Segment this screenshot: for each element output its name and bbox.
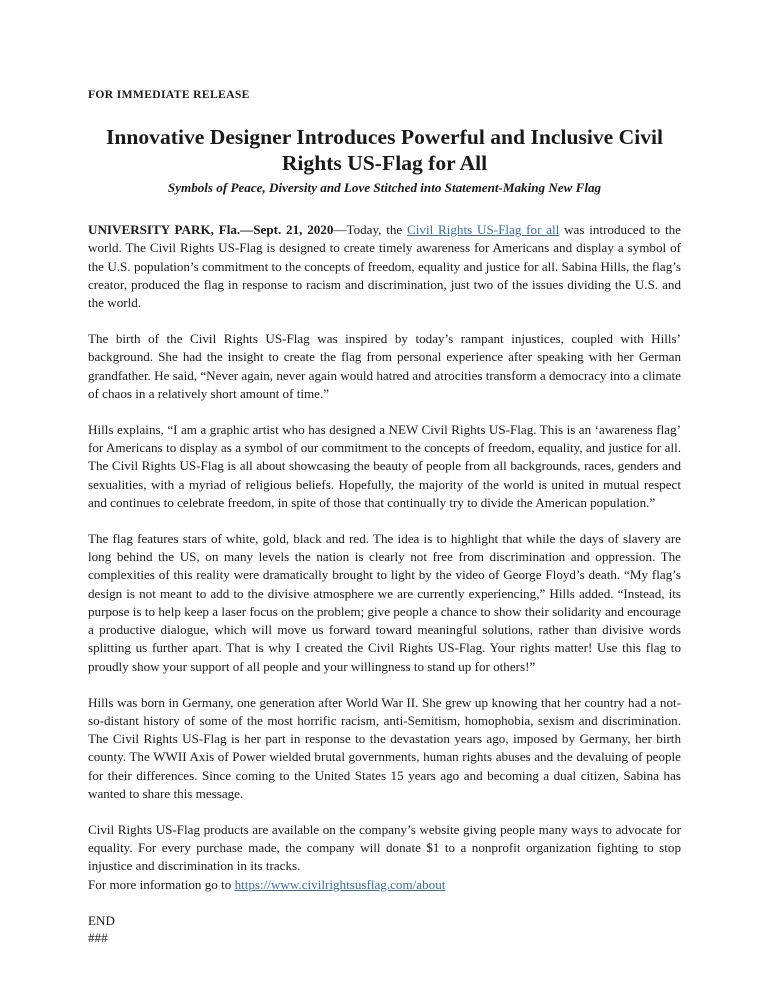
website-url-link[interactable]: https://www.civilrightsusflag.com/about: [234, 876, 446, 892]
paragraph-2: The birth of the Civil Rights US-Flag was inspired by today’s rampant injustices, coupled with Hills’ background. She had the insight to create the flag from personal experience after speaking with her German grandfather. He said, “Never again, never again would hatred and atrocities transform a democracy into a climate of chaos in a relatively short amount of time.”: [88, 330, 681, 401]
dateline: UNIVERSITY PARK, Fla.—Sept. 21, 2020: [88, 222, 334, 237]
page-title: Innovative Designer Introduces Powerful and Inclusive Civil Rights US-Flag for All: [105, 125, 664, 175]
for-immediate-release-label: FOR IMMEDIATE RELEASE: [88, 88, 250, 101]
subheadline: Symbols of Peace, Diversity and Love Stitched into Statement-Making New Flag: [167, 180, 602, 195]
hash-marker: ###: [88, 929, 108, 945]
end-matter: [88, 912, 681, 946]
more-information-line: [88, 876, 681, 894]
document-body: [88, 88, 681, 946]
paragraph-3: Hills explains, “I am a graphic artist who has designed a NEW Civil Rights US-Flag. This is an ‘awareness flag’ for Americans to display as a symbol of our commitment to the concepts of freedom, equality, and justice for all. The Civil Rights US-Flag is all about showcasing the beauty of people from all backgrounds, races, genders and sexualities, with a myriad of religious beliefs. Hopefully, the majority of the world is united in mutual respect and continues to celebrate freedom, in spite of those that continually try to divide the American population.”: [88, 421, 681, 510]
more-information-prefix: For more information go to: [88, 876, 235, 892]
paragraph-6: Civil Rights US-Flag products are available on the company’s website giving people many ways to advocate for equality. For every purchase made, the company will donate $1 to a nonprofit organization fighting to stop injustice and discrimination in its tracks.: [88, 821, 681, 874]
paragraph-1-text-before-link: —Today, the: [333, 222, 408, 237]
paragraph-1-text-after-link: was introduced to the world. The Civil Rights US-Flag is designed to create timely awareness for Americans and display a symbol of the U.S. population’s commitment to the concepts of freedom, equality and justice for all. Sabina Hills, the flag’s creator, produced the flag in response to racism and discrimination, just two of the issues dividing the U.S. and the world.: [88, 222, 681, 311]
paragraph-4: The flag features stars of white, gold, black and red. The idea is to highlight that while the days of slavery are long behind the US, on many levels the nation is clearly not free from discrimination and oppression. The complexities of this reality were dramatically brought to light by the video of George Floyd’s death. “My flag’s design is not meant to add to the divisive atmosphere we are currently experiencing,” Hills added. “Instead, its purpose is to help keep a laser focus on the problem; give people a chance to show their solidarity and encourage a productive dialogue, which will move us forward toward meaningful solutions, rather than divisive words splitting us further apart. That is why I created the Civil Rights US-Flag. Your rights matter! Use this flag to proudly show your support of all people and your willingness to stand up for others!”: [88, 530, 681, 674]
civil-rights-us-flag-link[interactable]: Civil Rights US-Flag for all: [407, 222, 560, 237]
end-marker: END: [88, 912, 115, 928]
paragraph-5: Hills was born in Germany, one generation after World War II. She grew up knowing that her country had a not-so-distant history of some of the most horrific racism, anti-Semitism, homophobia, sexism and discrimination. The Civil Rights US-Flag is her part in response to the devastation years ago, imposed by Germany, her birth county. The WWII Axis of Power wielded brutal governments, human rights abuses and the devaluing of people for their differences. Since coming to the United States 15 years ago and becoming a dual citizen, Sabina has wanted to share this message.: [88, 694, 681, 802]
paragraph-1: [88, 221, 681, 312]
